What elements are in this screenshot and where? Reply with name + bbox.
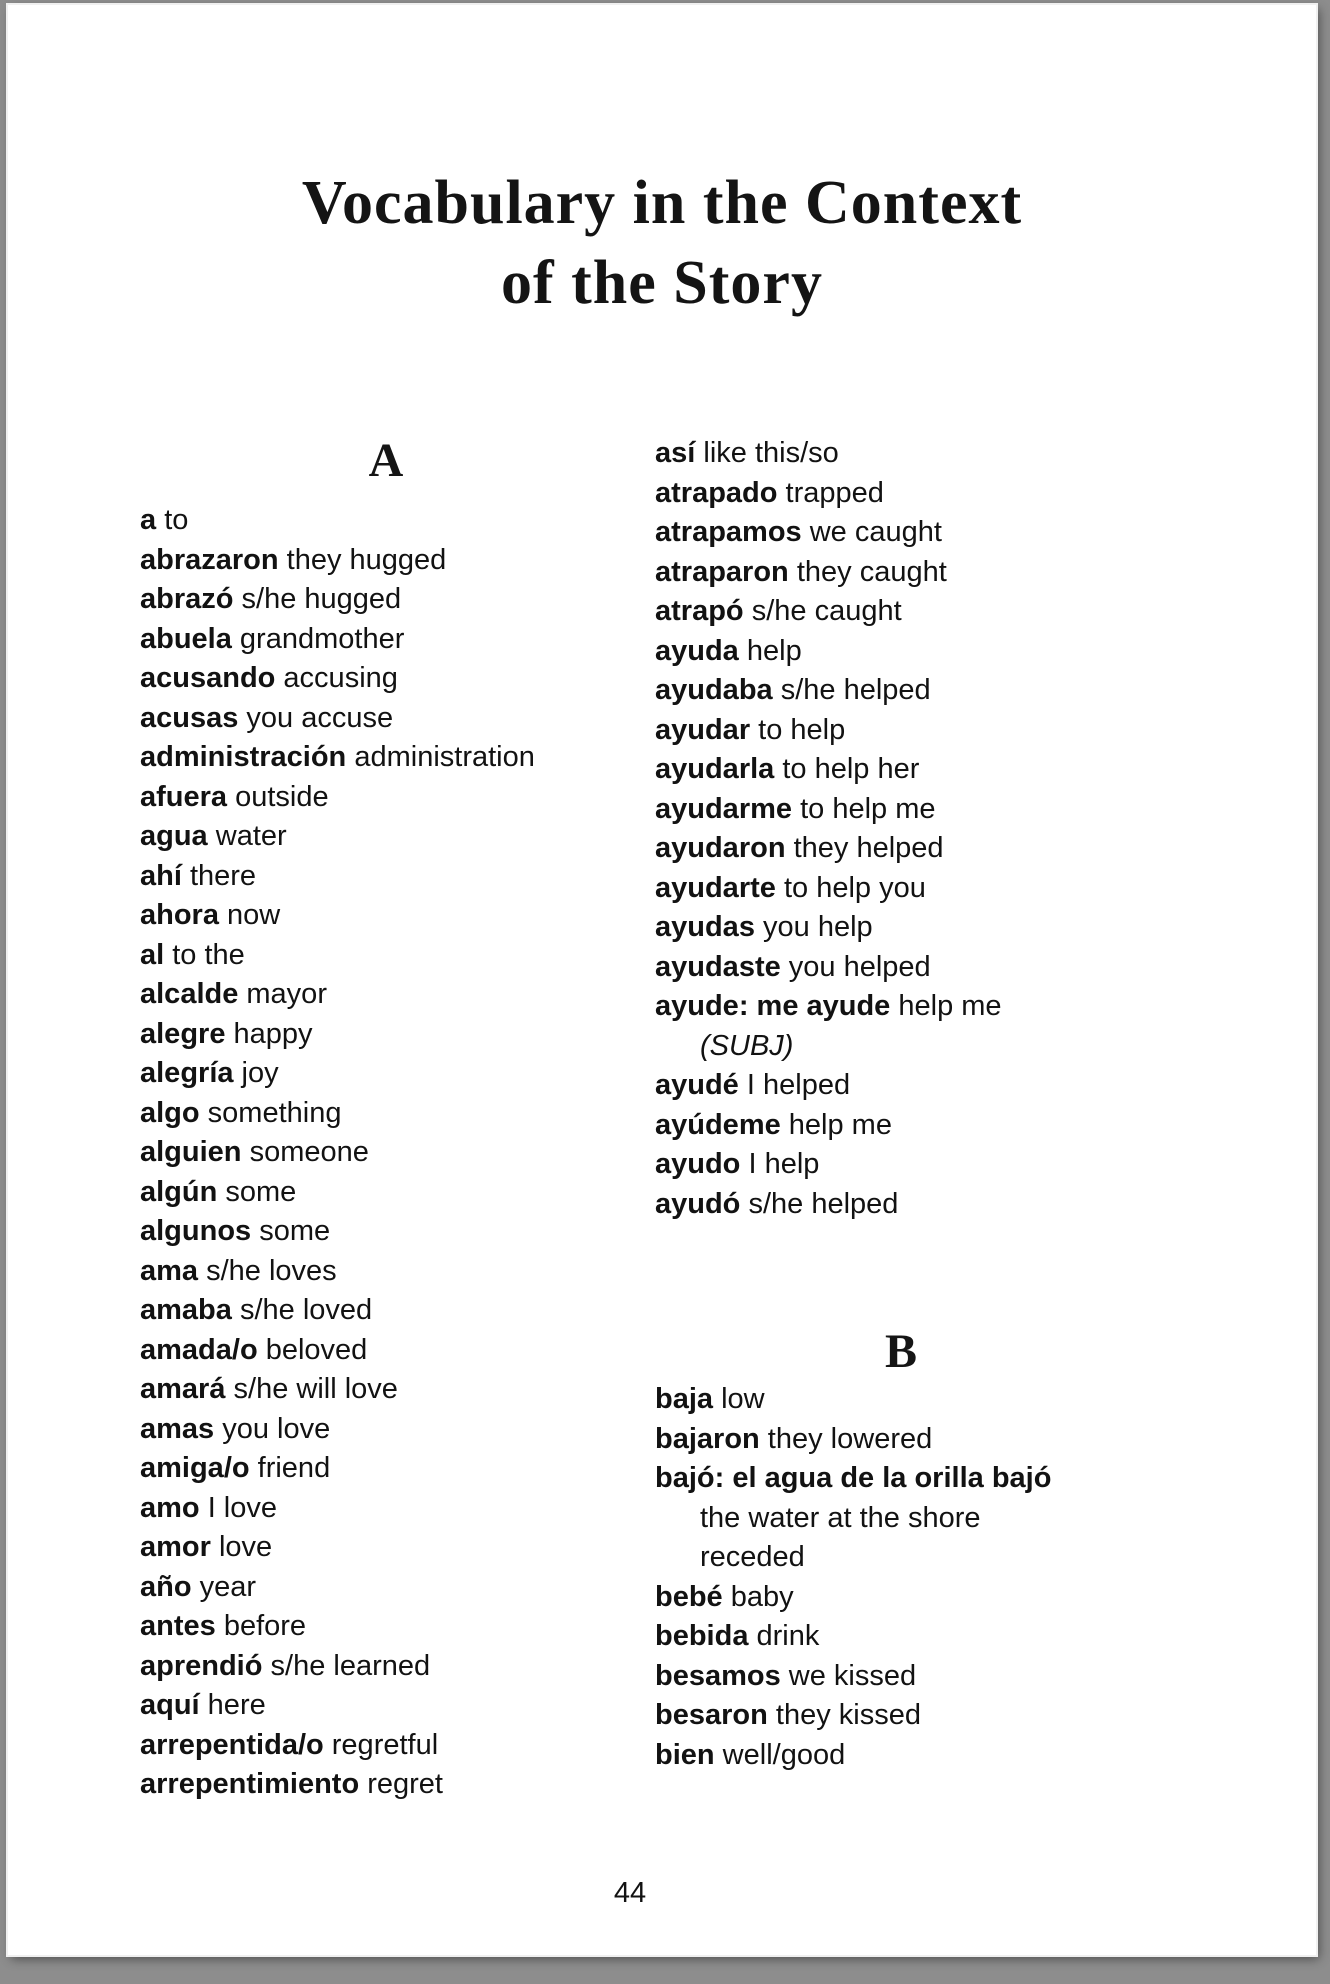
vocab-entry: ayudaste you helped [655, 950, 931, 983]
column-right [655, 434, 1147, 1775]
vocab-entry: abrazaron they hugged [140, 543, 447, 576]
vocab-term: año [140, 1570, 192, 1603]
vocab-entry: amor love [140, 1531, 273, 1563]
vocab-entry: atraparon they caught [655, 555, 947, 588]
vocab-term: antes [140, 1610, 216, 1642]
vocab-term: abrazó [140, 583, 234, 615]
vocab-entry: ayudarme to help me [655, 792, 936, 825]
vocab-entry: algún some [140, 1175, 297, 1208]
vocab-term: baja [655, 1383, 714, 1415]
vocab-term: abuela [140, 622, 232, 655]
vocab-entry: administración administration [140, 741, 535, 773]
vocab-term: ayudar [655, 713, 751, 746]
vocab-term: ayuda [655, 634, 739, 667]
vocab-term: atrapó [655, 595, 744, 627]
vocab-term: besamos [655, 1659, 781, 1692]
vocab-term: ayúdeme [655, 1108, 781, 1141]
vocab-entry: ahí there [140, 859, 257, 892]
vocab-entry: bebida drink [655, 1620, 820, 1652]
vocab-entry: a to [140, 504, 189, 536]
vocab-entry: abuela grandmother [140, 622, 405, 655]
vocab-entry: amo I love [140, 1491, 278, 1524]
vocab-entry: bajaron they lowered [655, 1422, 933, 1455]
vocab-entry: atrapamos we caught [655, 516, 942, 548]
vocab-entry: abrazó s/he hugged [140, 583, 402, 615]
vocab-entry: ayudar to help [655, 713, 846, 746]
vocab-entry: ayudé I helped [655, 1069, 851, 1101]
vocab-term: amará [140, 1373, 226, 1405]
vocab-entry: amaba s/he loved [140, 1294, 373, 1326]
vocab-term: ayudaba [655, 674, 773, 706]
vocab-entry: amada/o beloved [140, 1333, 368, 1366]
vocab-term: acusando [140, 662, 276, 694]
vocab-term: administración [140, 741, 347, 773]
page-title [8, 163, 1316, 323]
vocab-term: algún [140, 1175, 218, 1208]
vocab-entry: ayudaba s/he helped [655, 674, 931, 706]
vocab-term: aquí [140, 1689, 200, 1721]
vocab-term: ayudas [655, 911, 755, 943]
vocab-entry: ahora now [140, 899, 281, 931]
vocab-term: arrepentimiento [140, 1768, 360, 1800]
vocab-entry: bebé baby [655, 1580, 794, 1613]
vocab-entry: atrapó s/he caught [655, 595, 902, 627]
entries-a-right [655, 434, 1147, 1224]
page-title-line1: Vocabulary in the Context [301, 169, 1023, 237]
vocab-translation-continuation: (SUBJ) [700, 1029, 794, 1062]
vocab-entry: ayudó s/he helped [655, 1187, 899, 1220]
page-number: 44 [613, 1877, 647, 1909]
vocab-term: así [655, 437, 696, 469]
vocab-term: bien [655, 1738, 715, 1771]
vocab-term: ayudé [655, 1069, 739, 1101]
vocab-term: bajó: el agua de la orilla bajó [655, 1462, 1052, 1494]
vocab-entry: amará s/he will love [140, 1373, 398, 1405]
vocab-entry: ayúdeme help me [655, 1108, 892, 1141]
vocab-entry: año year [140, 1570, 257, 1603]
vocab-term: ayude: me ayude [655, 990, 891, 1022]
vocab-term: besaron [655, 1699, 768, 1731]
vocab-term: bajaron [655, 1422, 760, 1455]
vocab-term: ahí [140, 859, 182, 892]
vocab-entry [655, 1459, 1147, 1578]
vocab-term: a [140, 504, 157, 536]
vocab-entry: ayudaron they helped [655, 832, 944, 864]
vocab-entry: así like this/so [655, 437, 839, 469]
vocab-entry: ama s/he loves [140, 1254, 337, 1287]
vocab-term: agua [140, 820, 208, 852]
vocab-term: alguien [140, 1136, 242, 1168]
vocab-term: ahora [140, 899, 219, 931]
vocab-term: ayudo [655, 1148, 741, 1180]
section-letter-b: B [884, 1325, 917, 1378]
vocab-translation-continuation: receded [700, 1541, 805, 1573]
vocab-entry: alegría joy [140, 1057, 279, 1089]
vocab-entry: ayudo I help [655, 1148, 820, 1180]
vocab-entry: amas you love [140, 1412, 331, 1445]
vocab-entry: ayudas you help [655, 911, 873, 943]
vocab-term: acusas [140, 701, 239, 734]
vocab-term: amiga/o [140, 1452, 250, 1484]
vocab-term: ayudarla [655, 753, 775, 785]
vocab-term: amada/o [140, 1333, 258, 1366]
vocab-term: alegría [140, 1057, 234, 1089]
entries-b [655, 1380, 1147, 1775]
vocab-entry: ayudarte to help you [655, 871, 926, 904]
vocab-entry: alegre happy [140, 1017, 313, 1050]
vocab-term: alegre [140, 1017, 226, 1050]
vocab-entry: amiga/o friend [140, 1452, 331, 1484]
vocab-term: ama [140, 1254, 199, 1287]
vocab-entry: baja low [655, 1383, 765, 1415]
vocab-term: bebé [655, 1580, 723, 1613]
vocab-term: atraparon [655, 555, 789, 588]
vocab-entry: alcalde mayor [140, 978, 327, 1010]
vocab-entry: algo something [140, 1096, 342, 1129]
vocab-entry: besaron they kissed [655, 1699, 921, 1731]
entries-a-left [140, 501, 632, 1805]
vocab-term: algo [140, 1096, 200, 1129]
vocab-term: amor [140, 1531, 211, 1563]
vocab-entry: ayudarla to help her [655, 753, 920, 785]
vocab-entry: aprendió s/he learned [140, 1649, 431, 1682]
vocab-entry: ayuda help [655, 634, 802, 667]
vocab-entry: arrepentida/o regretful [140, 1728, 439, 1761]
vocab-term: ayudarme [655, 792, 793, 825]
vocab-term: bebida [655, 1620, 749, 1652]
vocab-term: atrapado [655, 476, 778, 509]
vocab-term: ayudaste [655, 950, 781, 983]
vocab-term: atrapamos [655, 516, 802, 548]
vocab-term: aprendió [140, 1649, 263, 1682]
vocab-entry: agua water [140, 820, 287, 852]
vocab-term: al [140, 938, 165, 971]
vocab-term: amaba [140, 1294, 232, 1326]
vocab-term: amas [140, 1412, 215, 1445]
book-page [8, 5, 1316, 1955]
vocab-term: abrazaron [140, 543, 279, 576]
vocab-term: alcalde [140, 978, 239, 1010]
vocab-entry: al to the [140, 938, 245, 971]
vocab-term: algunos [140, 1215, 252, 1247]
column-left [140, 433, 632, 1805]
vocab-translation-continuation: the water at the shore [700, 1501, 981, 1534]
section-letter-a: A [368, 434, 404, 487]
vocab-entry: afuera outside [140, 780, 329, 813]
vocab-term: ayudarte [655, 871, 776, 904]
vocab-term: ayudaron [655, 832, 786, 864]
vocab-entry: algunos some [140, 1215, 331, 1247]
page-title-line2: of the Story [501, 249, 823, 317]
vocab-entry: arrepentimiento regret [140, 1768, 443, 1800]
vocab-entry: alguien someone [140, 1136, 369, 1168]
vocab-entry: antes before [140, 1610, 307, 1642]
vocab-term: amo [140, 1491, 200, 1524]
vocab-term: afuera [140, 780, 228, 813]
vocab-entry: atrapado trapped [655, 476, 884, 509]
vocab-entry: acusando accusing [140, 662, 398, 694]
vocab-entry: aquí here [140, 1689, 266, 1721]
vocab-term: ayudó [655, 1187, 741, 1220]
vocab-entry: besamos we kissed [655, 1659, 917, 1692]
vocab-entry: acusas you accuse [140, 701, 394, 734]
vocab-entry: bien well/good [655, 1738, 846, 1771]
vocab-entry: ayude: me ayude help me (SUBJ) [655, 987, 1147, 1066]
vocab-term: arrepentida/o [140, 1728, 324, 1761]
